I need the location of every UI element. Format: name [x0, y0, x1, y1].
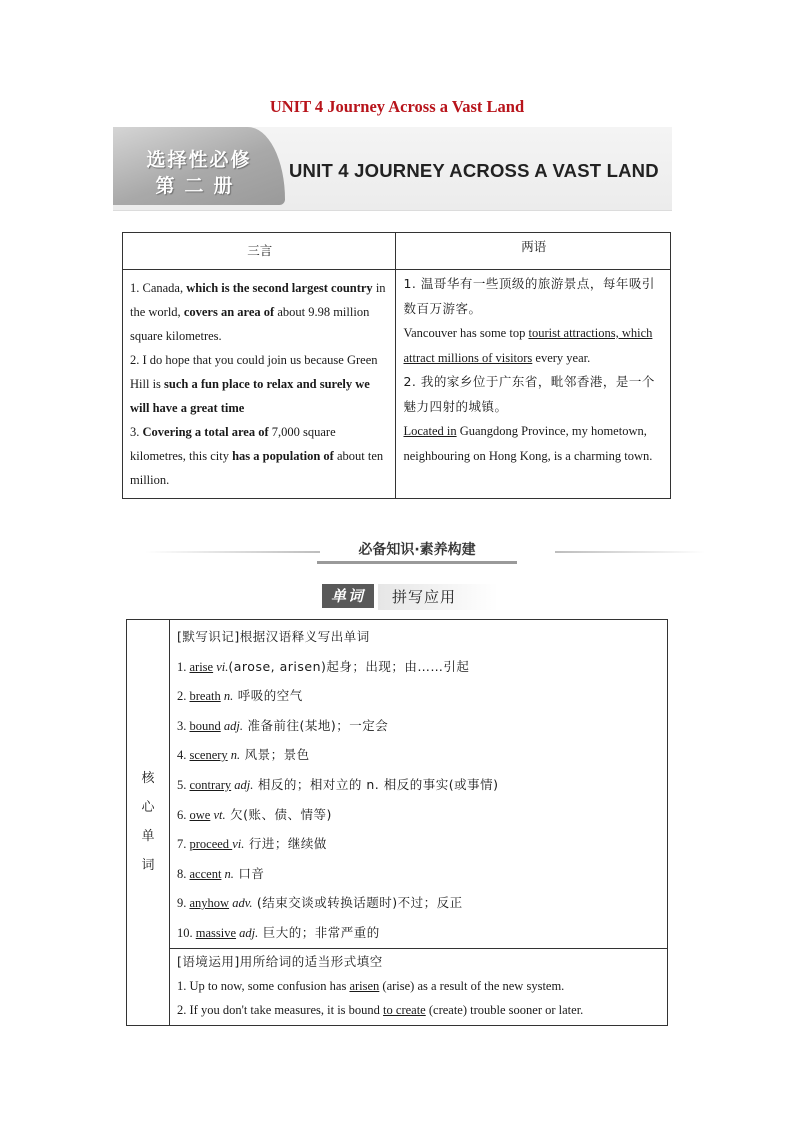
word-item: 1. arise vi.(arose, arisen)起身；出现；由……引起 — [177, 658, 470, 674]
word-list-cell — [170, 620, 668, 949]
vocabulary-table — [126, 619, 668, 1026]
header-liang-yu: 两语 — [396, 233, 671, 270]
translation-prompt-1: 1. 温哥华有一些顶级的旅游景点，每年吸引数百万游客。 — [403, 276, 655, 316]
word-item: 6. owe vt. 欠(账、债、情等) — [177, 806, 332, 822]
word-item: 9. anyhow adv. (结束交谈或转换话题时)不过；反正 — [177, 895, 463, 911]
word-item: 3. bound adj. 准备前往(某地)；一定会 — [177, 717, 389, 733]
translation-answer-1: Vancouver has some top tourist attractions, which attract millions of visitors every year. — [403, 326, 653, 365]
key-sentences-cell — [123, 270, 396, 499]
core-words-label: 核 心 单 词 — [127, 620, 170, 1026]
context-usage-cell — [170, 948, 668, 1025]
section-tag-pin-xie: 拼写应用 — [378, 584, 498, 610]
key-sentence-1: 1. Canada, which is the second largest country in the world, covers an area of about 9.98 million square kilometres. — [130, 281, 386, 343]
page-title: UNIT 4 Journey Across a Vast Land — [269, 97, 525, 116]
fill-item: 2. If you don't take measures, it is bound to create (create) trouble sooner or later. — [177, 1002, 584, 1017]
instruction-recall: [默写识记]根据汉语释义写出单词 — [177, 629, 370, 644]
section-divider — [145, 538, 705, 564]
divider-line-right — [555, 551, 705, 553]
key-sentence-2: 2. I do hope that you could join us because Green Hill is such a fun place to relax and surely we will have a great time — [130, 353, 378, 415]
badge-line-1: 选择性必修 — [146, 149, 252, 171]
banner-unit-title: UNIT 4 JOURNEY ACROSS A VAST LAND — [289, 160, 659, 181]
key-sentence-3: 3. Covering a total area of 7,000 square kilometres, this city has a population of about ten million. — [130, 425, 384, 487]
word-item: 2. breath n. 呼吸的空气 — [177, 688, 303, 704]
word-item: 7. proceed vi. 行进；继续做 — [177, 836, 327, 852]
word-item: 10. massive adj. 巨大的；非常严重的 — [177, 924, 380, 940]
unit-banner — [113, 127, 672, 211]
header-san-yan: 三言 — [123, 233, 396, 270]
sentences-table — [122, 232, 671, 499]
badge-line-2: 第二册 — [155, 175, 243, 197]
divider-label: 必备知识·素养构建 — [317, 538, 517, 564]
section-tag-dan-ci: 单词 — [322, 584, 374, 608]
translation-prompt-2: 2. 我的家乡位于广东省，毗邻香港，是一个魅力四射的城镇。 — [403, 374, 655, 414]
translation-answer-2: Located in Guangdong Province, my hometown, neighbouring on Hong Kong, is a charming town. — [403, 424, 653, 463]
word-item: 4. scenery n. 风景；景色 — [177, 747, 310, 763]
divider-line-left — [145, 551, 320, 553]
instruction-context: [语境运用]用所给词的适当形式填空 — [177, 953, 383, 969]
textbook-badge — [113, 127, 285, 205]
translation-cell — [396, 270, 671, 499]
word-item: 5. contrary adj. 相反的；相对立的 n. 相反的事实(或事情) — [177, 776, 499, 792]
fill-item: 1. Up to now, some confusion has arisen (arise) as a result of the new system. — [177, 978, 565, 993]
word-item: 8. accent n. 口音 — [177, 865, 265, 881]
